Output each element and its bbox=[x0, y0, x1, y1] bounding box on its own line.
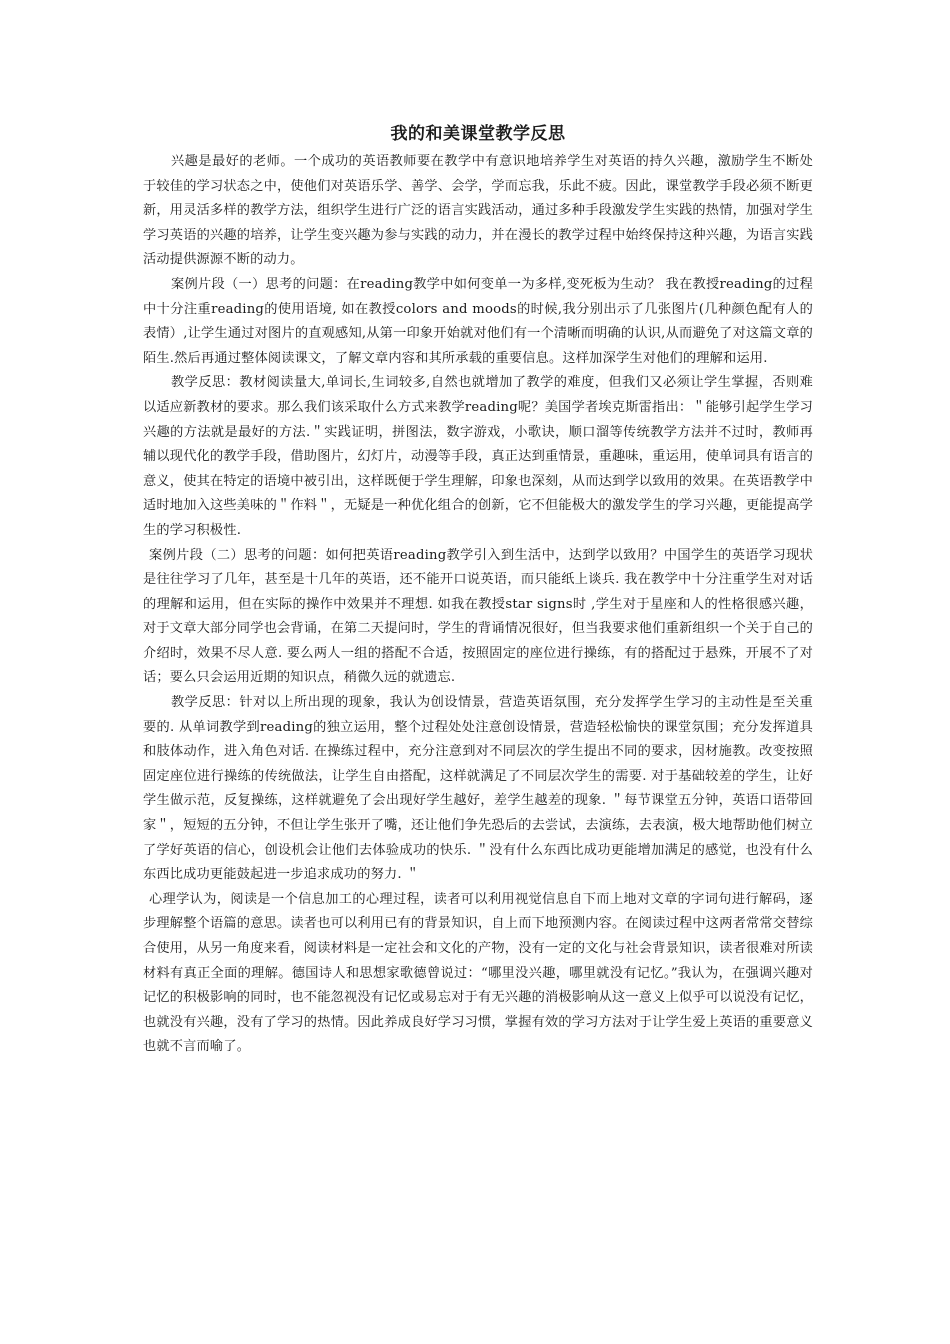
paragraph-reflection-two: 教学反思：针对以上所出现的现象，我认为创设情景，营造英语氛围，充分发挥学生学习的主动性是至关重要的. 从单词教学到reading的独立运用，整个过程处处注意创设情景，营造轻松愉快的课堂氛围；充分发挥道具和肢体动作，进入角色对话. 在操练过程中，充分注意到对不同层次的学生提出不同的要求，因材施教。改变按照固定座位进行操练的传统做法，让学生自由搭配，这样就满足了不同层次学生的需要. 对于基础较差的学生，让好学生做示范，反复操练，这样就避免了会出现好学生越好，差学生越差的现象. ＂每节课堂五分钟，英语口语带回家＂，短短的五分钟，不但让学生张开了嘴，还让他们争先恐后的去尝试，去演练，去表演，极大地帮助他们树立了学好英语的信心，创设机会让他们去体验成功的快乐. ＂没有什么东西比成功更能增加满足的感觉，也没有什么东西比成功更能鼓起进一步追求成功的努力. ＂ bbox=[143, 695, 813, 883]
paragraph-reflection-one: 教学反思：教材阅读量大,单词长,生词较多,自然也就增加了教学的难度，但我们又必须让学生掌握，否则难以适应新教材的要求。那么我们该采取什么方式来教学reading呢？美国学者埃克斯雷指出：＂能够引起学生学习兴趣的方法就是最好的方法.＂实践证明，拼图法，数字游戏，小歌诀，顺口溜等传统教学方法并不过时，教师再辅以现代化的教学手段，借助图片，幻灯片，动漫等手段，真正达到重情景，重趣味，重运用，使单词具有语言的意义，使其在特定的语境中被引出，这样既便于学生理解，印象也深刻，从而达到学以致用的效果。在英语教学中适时地加入这些美味的＂作料＂，无疑是一种优化组合的创新，它不但能极大的激发学生的学习兴趣，更能提高学生的学习积极性. bbox=[143, 375, 813, 538]
paragraph-intro: 兴趣是最好的老师。一个成功的英语教师要在教学中有意识地培养学生对英语的持久兴趣，激励学生不断处于较佳的学习状态之中，使他们对英语乐学、善学、会学，学而忘我，乐此不疲。因此，课堂教学手段必须不断更新，用灵活多样的教学方法，组织学生进行广泛的语言实践活动，通过多种手段激发学生实践的热情，加强对学生学习英语的兴趣的培养，让学生变兴趣为参与实践的动力，并在漫长的教学过程中始终保持这种兴趣，为语言实践活动提供源源不断的动力。 bbox=[143, 154, 813, 268]
document-title: 我的和美课堂教学反思 bbox=[390, 124, 566, 144]
paragraph-case-two: 案例片段（二）思考的问题：如何把英语reading教学引入到生活中，达到学以致用？中国学生的英语学习现状是往往学习了几年，甚至是十几年的英语，还不能开口说英语，而只能纸上谈兵. 我在教学中十分注重学生对对话的理解和运用，但在实际的操作中效果并不理想. 如我在教授star signs时 ,学生对于星座和人的性格很感兴趣，对于文章大部分同学也会背诵，在第二天提问时，学生的背诵情况很好，但当我要求他们重新组织一个关于自己的介绍时，效果不尽人意. 要么两人一组的搭配不合适，按照固定的座位进行操练，有的搭配过于悬殊，开展不了对话；要么只会运用近期的知识点，稍微久远的就遗忘. bbox=[143, 547, 813, 686]
paragraph-case-one: 案例片段（一）思考的问题：在reading教学中如何变单一为多样,变死板为生动？ 我在教授reading的过程中十分注重reading的使用语境, 如在教授colors and moods的时候,我分别出示了几张图片(几种颜色配有人的表情）,让学生通过对图片的直观感知,从第一印象开始就对他们有一个清晰而明确的认识,从而避免了对这篇文章的陌生.然后再通过整体阅读课文，了解文章内容和其所承载的重要信息。这样加深学生对他们的理解和运用. bbox=[143, 276, 813, 366]
paragraph-psychology: 心理学认为，阅读是一个信息加工的心理过程，读者可以利用视觉信息自下而上地对文章的字词句进行解码，逐步理解整个语篇的意思。读者也可以利用已有的背景知识，自上而下地预测内容。在阅读过程中这两者常常交替综合使用，从另一角度来看，阅读材料是一定社会和文化的产物，没有一定的文化与社会背景知识，读者很难对所读材料有真正全面的理解。德国诗人和思想家歌德曾说过：“哪里没兴趣，哪里就没有记忆。”我认为，在强调兴趣对记忆的积极影响的同时，也不能忽视没有记忆或易忘对于有无兴趣的消极影响从这一意义上似乎可以说没有记忆，也就没有兴趣，没有了学习的热情。因此养成良好学习习惯，掌握有效的学习方法对于让学生爱上英语的重要意义也就不言而喻了。 bbox=[143, 891, 813, 1055]
document-page bbox=[143, 120, 813, 1060]
